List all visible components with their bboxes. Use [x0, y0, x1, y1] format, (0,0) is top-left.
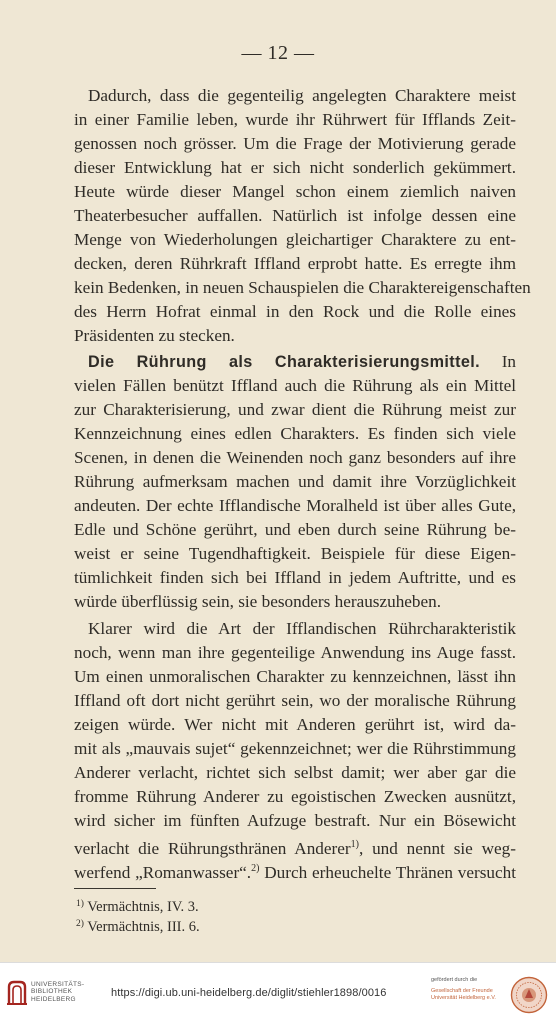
footnote-mark: 2)	[76, 919, 84, 929]
text-line: des Herrn Hofrat einmal in den Rock und die Rolle eines	[74, 302, 516, 321]
library-name-line: HEIDELBERG	[31, 995, 76, 1003]
text-line: Kennzeichnung eines edlen Charakters. Es finden sich viele	[74, 424, 516, 443]
text-line: Menge von Wiederholungen gleichartiger Charaktere zu ent-	[74, 230, 516, 249]
text-line: Anderer verlacht, richtet sich selbst damit; wer aber gar die	[74, 763, 516, 782]
footnote-text: Vermächtnis, III. 6.	[87, 919, 200, 935]
footnote-divider	[74, 888, 156, 889]
sponsor-intro: gefördert durch die	[431, 977, 478, 983]
sponsor-name[interactable]	[431, 988, 496, 1001]
text-line: genossen noch grösser. Um die Frage der Motivierung gerade	[74, 134, 516, 153]
library-name-line: BIBLIOTHEK	[31, 988, 73, 996]
text-fragment: verlacht die Rührungsthränen Anderer	[74, 839, 351, 858]
text-line: Theaterbesucher auffallen. Natürlich ist infolge dessen eine	[74, 206, 516, 225]
library-name-line: UNIVERSITÄTS-	[31, 981, 85, 988]
text-line: noch, wenn man ihre gegenteilige Anwendung ins Auge fasst.	[74, 643, 516, 662]
footnote-ref: 2)	[251, 863, 260, 874]
text-line: Heute würde dieser Mangel schon einem ziemlich naiven	[74, 182, 516, 201]
text-line: andeuten. Der echte Ifflandische Moralheld ist über alles Gute,	[74, 496, 516, 515]
text-line: wird sicher im fünften Aufzuge bestraft. Nur ein Bösewicht	[74, 811, 516, 830]
ub-heidelberg-logo-icon[interactable]	[6, 980, 28, 1006]
section-heading-line	[74, 350, 516, 374]
text-line: decken, deren Rührkraft Iffland erprobt hatte. Es erregte ihm	[74, 254, 516, 273]
text-line: in einer Familie leben, wurde ihr Rührwert für Ifflands Zeit-	[74, 110, 516, 129]
text-line: weist er seine Tugendhaftigkeit. Beispiele für diese Eigen-	[74, 544, 516, 563]
footnote	[76, 914, 200, 934]
footnote-text: Vermächtnis, IV. 3.	[87, 899, 199, 915]
text-line: würde überflüssig sein, sie besonders herauszuheben.	[74, 592, 442, 611]
text-line: tümlichkeit finden sich bei Iffland in jedem Auftritte, und es	[74, 568, 516, 587]
text-line: Klarer wird die Art der Ifflandischen Rührcharakteristik	[88, 619, 516, 638]
text-line: Rührung aufmerksam machen und damit ihre Vorzüglichkeit	[74, 472, 516, 491]
text-line: Edle und Schöne gerührt, und eben durch seine Rührung be-	[74, 520, 516, 539]
text-fragment: In	[501, 352, 517, 371]
text-fragment: Durch erheuchelte Thränen versucht	[259, 863, 517, 882]
text-line: Um einen unmoralischen Charakter zu kennzeichnen, lässt ihn	[74, 667, 516, 686]
text-line: zeigen würde. Wer nicht mit Anderen gerührt ist, wird da-	[74, 715, 516, 734]
text-line: Dadurch, dass die gegenteilig angelegten Charaktere meist	[88, 86, 516, 105]
text-line: fromme Rührung Anderer zu egoistischen Zwecken ausnützt,	[74, 787, 516, 806]
text-line: Präsidenten zu stecken.	[74, 326, 235, 345]
text-line	[74, 857, 516, 881]
text-line: mit als „mauvais sujet“ gekennzeichnet; wer die Rührstimmung	[74, 739, 516, 758]
text-line: vielen Fällen benützt Iffland auch die Rührung als ein Mittel	[74, 376, 516, 395]
viewer-footer	[0, 962, 556, 1015]
text-line: zur Charakterisierung, und zwar dient die Rührung meist zur	[74, 400, 516, 419]
text-line: kein Bedenken, in neuen Schauspielen die Charaktereigenschaften	[74, 278, 531, 297]
sponsor-name-line: Gesellschaft der Freunde	[431, 988, 493, 994]
section-heading: Die Rührung als Charakterisierungsmittel.	[88, 353, 481, 371]
university-seal-icon	[510, 976, 548, 1014]
footnote-mark: 1)	[76, 899, 84, 909]
sponsor-name-line: Universität Heidelberg e.V.	[431, 994, 496, 1001]
footnote-ref: 1)	[350, 839, 359, 850]
library-name	[31, 981, 84, 1003]
text-line	[74, 833, 516, 857]
page-number: — 12 —	[241, 42, 315, 64]
text-line: Iffland oft dort nicht gerührt sein, wo der moralische Rührung	[74, 691, 516, 710]
permalink-url[interactable]: https://digi.ub.uni-heidelberg.de/diglit/stiehler1898/0016	[111, 987, 387, 999]
text-line: Scenen, in denen die Weinenden noch ganz besonders auf ihre	[74, 448, 516, 467]
footnote	[76, 894, 199, 914]
text-line: dieser Entwicklung hat er sich nicht sonderlich gekümmert.	[74, 158, 516, 177]
text-fragment: , und nennt sie weg-	[358, 839, 516, 858]
text-fragment: werfend „Romanwasser“.	[74, 863, 252, 882]
